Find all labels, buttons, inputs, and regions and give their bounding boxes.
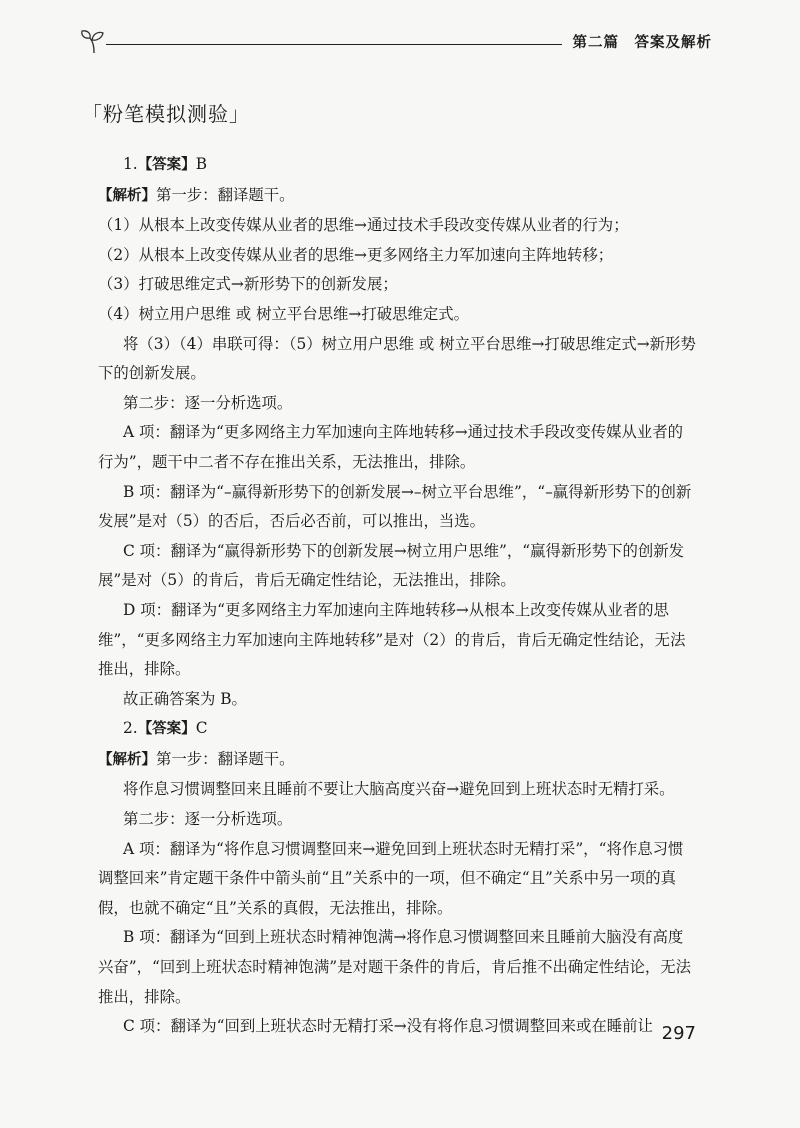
q2-number: 2. xyxy=(123,719,138,738)
q1-analysis-line xyxy=(98,181,698,212)
section-title xyxy=(82,98,250,127)
q2-answer: C xyxy=(195,719,208,738)
q1-answer: B xyxy=(195,155,207,173)
q1-answer-line xyxy=(98,150,698,181)
q2-analysis-tag: 【解析】 xyxy=(98,751,156,768)
q2-answer-line xyxy=(98,714,698,745)
q2-analysis-line xyxy=(98,745,698,776)
q1-line-3: （3）打破思维定式→新形势下的创新发展； xyxy=(98,275,398,294)
q1-conclusion: 故正确答案为 B。 xyxy=(123,689,247,708)
q2-answer-tag: 【答案】 xyxy=(137,721,196,738)
q2-option-b: B 项：翻译为“回到上班状态时精神饱满→将作息习惯调整回来且睡前大脑没有高度兴奋”，“回到上班状态时精神饱满”是对题干条件的肯后，肯后推不出确定性结论，无法推出，排除。 xyxy=(98,928,692,1006)
q2-step1: 第一步：翻译题干。 xyxy=(156,749,295,768)
answer-content xyxy=(98,150,698,1042)
q1-step2: 第二步：逐一分析选项。 xyxy=(123,393,293,412)
right-corner-bracket: 」 xyxy=(229,102,250,126)
header-rule xyxy=(106,44,562,45)
q1-step1: 第一步：翻译题干。 xyxy=(156,185,295,204)
q1-option-d: D 项：翻译为“更多网络主力军加速向主阵地转移→从根本上改变传媒从业者的思维”，“更多网络主力军加速向主阵地转移”是对（2）的肯后，肯后无确定性结论，无法推出，排除。 xyxy=(98,600,686,679)
q1-option-a: A 项：翻译为“更多网络主力军加速向主阵地转移→通过技术手段改变传媒从业者的行为”，题干中二者不存在推出关系，无法推出，排除。 xyxy=(98,423,684,471)
q1-line-2: （2）从根本上改变传媒从业者的思维→更多网络主力军加速向主阵地转移； xyxy=(98,245,614,264)
q2-option-a: A 项：翻译为“将作息习惯调整回来→避免回到上班状态时无精打采”，“将作息习惯调整回来”肯定题干条件中箭头前“且”关系中的一项，但不确定“且”关系中另一项的真假，也就不确定“且”关系的真假，无法推出，排除。 xyxy=(98,839,684,917)
left-corner-bracket: 「 xyxy=(82,102,103,126)
q2-line: 将作息习惯调整回来且睡前不要让大脑高度兴奋→避免回到上班状态时无精打采。 xyxy=(123,780,675,799)
q1-number: 1. xyxy=(123,155,138,173)
page-number: 297 xyxy=(661,1023,696,1044)
q1-option-c: C 项：翻译为“赢得新形势下的创新发展→树立用户思维”，“赢得新形势下的创新发展”是对（5）的肯后，肯后无确定性结论，无法推出，排除。 xyxy=(98,541,685,590)
chapter-title: 第二篇 答案及解析 xyxy=(572,35,712,51)
q1-option-b: B 项：翻译为“–赢得新形势下的创新发展→–树立平台思维”，“–赢得新形势下的创新发展”是对（5）的否后，否后必否前，可以推出，当选。 xyxy=(98,482,692,531)
q1-answer-tag: 【答案】 xyxy=(137,157,196,173)
section-title-text: 粉笔模拟测验 xyxy=(103,102,229,126)
sprout-icon xyxy=(80,26,110,56)
q1-analysis-tag: 【解析】 xyxy=(98,187,156,204)
q1-line-4: （4）树立用户思维 或 树立平台思维→打破思维定式。 xyxy=(98,304,470,323)
q2-option-c: C 项：翻译为“回到上班状态时无精打采→没有将作息习惯调整回来或在睡前让 xyxy=(123,1017,653,1036)
q1-chain: 将（3）（4）串联可得：（5）树立用户思维 或 树立平台思维→打破思维定式→新形势下的创新发展。 xyxy=(98,334,696,383)
running-header xyxy=(80,22,712,62)
q1-line-1: （1）从根本上改变传媒从业者的思维→通过技术手段改变传媒从业者的行为； xyxy=(98,216,629,235)
q2-step2: 第二步：逐一分析选项。 xyxy=(123,810,293,829)
